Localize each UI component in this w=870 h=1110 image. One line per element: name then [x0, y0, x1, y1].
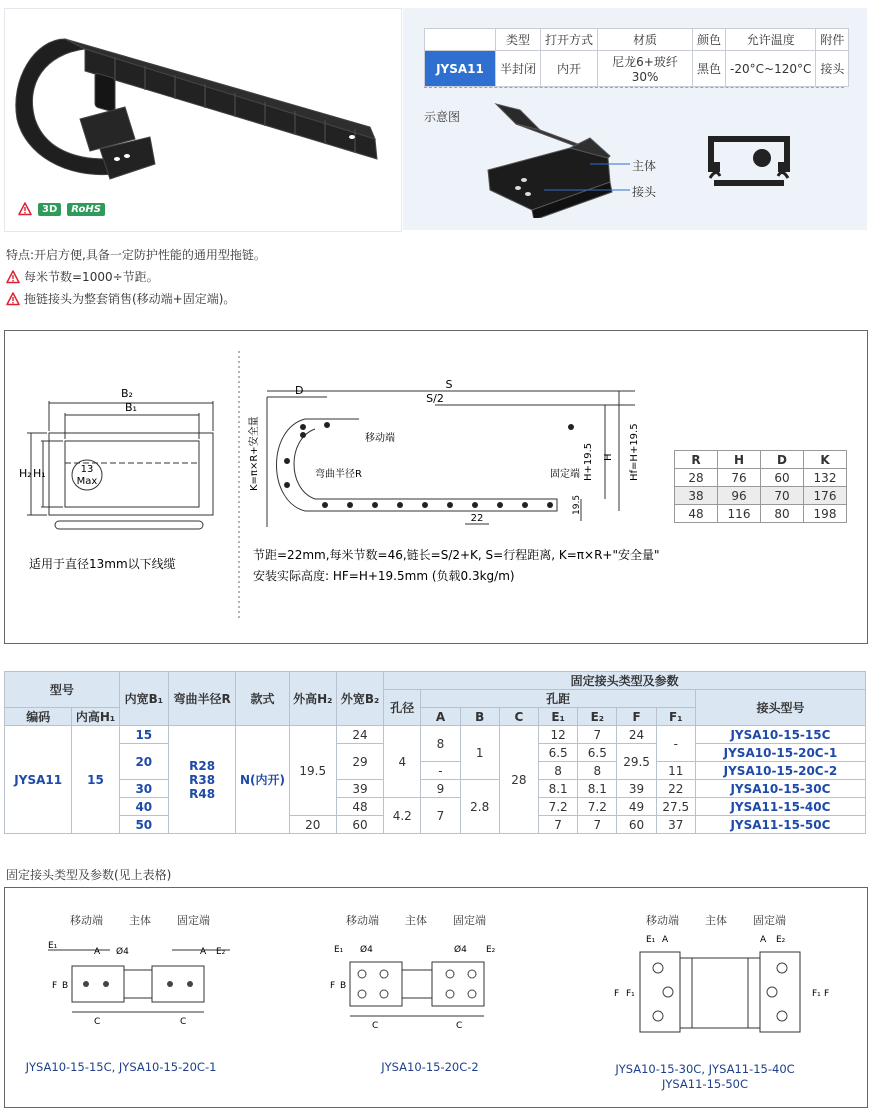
cell-e1: 7 — [539, 816, 578, 834]
th-col-b: B — [460, 708, 499, 726]
cell-joint: JYSA10-15-30C — [695, 780, 865, 798]
label-fixed-end: 固定端 — [177, 914, 210, 927]
dim-c: C — [180, 1017, 187, 1027]
formula-1: 节距=22mm,每米节数=46,链长=S/2+K, S=行程距离, K=π×R+"安全量" — [253, 548, 660, 562]
dim-f: F — [614, 989, 620, 999]
rhdk-cell: 116 — [718, 505, 761, 523]
th-model: 型号 — [5, 672, 120, 708]
dim-s-half: S/2 — [426, 392, 444, 405]
cell-bore: 4 — [384, 726, 421, 798]
dim-phi: Ø4 — [454, 945, 467, 955]
rhdk-cell: 48 — [675, 505, 718, 523]
dim-e1: E₁ — [48, 941, 58, 951]
rhdk-cell: 132 — [804, 469, 847, 487]
spec-cell: 半封闭 — [496, 51, 541, 87]
cell-a: 8 — [421, 726, 460, 762]
dim-b: B — [62, 981, 69, 991]
rohs-badge: RoHS — [67, 203, 105, 216]
drawing2-labels — [346, 912, 486, 928]
cell-joint: JYSA11-15-50C — [695, 816, 865, 834]
drawing2-joint — [320, 940, 520, 1030]
cell-f: 39 — [617, 780, 656, 798]
cell-b2: 39 — [336, 780, 383, 798]
cell-f: 29.5 — [617, 744, 656, 780]
drawing3-labels — [646, 912, 786, 928]
th-col-e1: E₁ — [539, 708, 578, 726]
section-title-fixed-joint: 固定接头类型及参数(见上表格) — [6, 868, 172, 882]
cell-e2: 8.1 — [578, 780, 617, 798]
divider — [424, 87, 844, 88]
dim-h1: H₁ — [33, 467, 46, 480]
cell-f1: - — [656, 726, 695, 762]
th-hole-pitch: 孔距 — [421, 690, 696, 708]
cell-f: 60 — [617, 816, 656, 834]
th-col-a: A — [421, 708, 460, 726]
spec-cell: 内开 — [541, 51, 598, 87]
cell-b: 2.8 — [460, 780, 499, 834]
dim-a: A — [94, 947, 101, 957]
spec-header: 附件 — [816, 29, 849, 51]
note-text: 每米节数=1000÷节距。 — [24, 270, 159, 284]
th-inner-width: 内宽B₁ — [119, 672, 168, 726]
cell-b1: 20 — [119, 744, 168, 780]
cell-outer-h: 19.5 — [289, 726, 336, 816]
spec-cell: 尼龙6+玻纤30% — [598, 51, 693, 87]
dim-h2: H₂ — [19, 467, 32, 480]
spec-cell: 黑色 — [693, 51, 726, 87]
rhdk-cell: 76 — [718, 469, 761, 487]
label-main-body: 主体 — [129, 914, 151, 927]
spec-header: 打开方式 — [541, 29, 598, 51]
cell-e2: 7 — [578, 816, 617, 834]
cell-style: N(内开) — [236, 726, 289, 834]
th-col-e2: E₂ — [578, 708, 617, 726]
rhdk-cell: 28 — [675, 469, 718, 487]
dim-h: H — [603, 453, 614, 461]
cell-e1: 8 — [539, 762, 578, 780]
cell-b2: 29 — [336, 744, 383, 780]
drawing1-labels — [70, 912, 210, 928]
parameter-table — [4, 671, 866, 834]
cell-e1: 8.1 — [539, 780, 578, 798]
cell-f1: 27.5 — [656, 798, 695, 816]
dim-f: F — [52, 981, 58, 991]
cable-note: 适用于直径13mm以下线缆 — [29, 557, 176, 571]
note-text: 拖链接头为整套销售(移动端+固定端)。 — [24, 292, 236, 306]
dim-b: B — [340, 981, 347, 991]
cell-b1: 50 — [119, 816, 168, 834]
notes — [6, 244, 266, 310]
cell-joint: JYSA10-15-20C-1 — [695, 744, 865, 762]
spec-header-code: 编码 — [425, 29, 496, 51]
note-item — [6, 266, 266, 288]
label-main-body: 主体 — [705, 914, 727, 927]
dim-f1: F₁ — [812, 989, 821, 999]
cell-joint: JYSA10-15-20C-2 — [695, 762, 865, 780]
spec-header: 颜色 — [693, 29, 726, 51]
3d-badge: 3D — [38, 203, 61, 216]
drawing1-joint — [40, 940, 240, 1030]
th-joint-model: 接头型号 — [695, 690, 865, 726]
dim-phi: Ø4 — [116, 947, 129, 957]
dim-e2: E₂ — [216, 947, 226, 957]
th-col-f1: F₁ — [656, 708, 695, 726]
spec-header: 材质 — [598, 29, 693, 51]
label-bend-radius: 弯曲半径R — [315, 469, 362, 480]
cell-b2: 60 — [336, 816, 383, 834]
cell-joint: JYSA11-15-40C — [695, 798, 865, 816]
label-moving-end: 移动端 — [70, 914, 103, 927]
spec-cell: -20°C~120°C — [726, 51, 816, 87]
spec-table — [424, 28, 849, 87]
label-moving-end: 移动端 — [365, 433, 395, 444]
drag-chain-image — [5, 9, 401, 231]
th-outer-height: 外高H₂ — [289, 672, 336, 726]
cell-f1: 22 — [656, 780, 695, 798]
th-col-f: F — [617, 708, 656, 726]
dim-s: S — [445, 378, 453, 391]
rhdk-header: H — [718, 451, 761, 469]
label-moving-end: 移动端 — [346, 914, 379, 927]
spec-cell: 接头 — [816, 51, 849, 87]
cell-a: - — [421, 762, 460, 780]
cell-e2: 6.5 — [578, 744, 617, 762]
th-outer-width: 外宽B₂ — [336, 672, 383, 726]
circle-label-max: Max — [76, 476, 98, 487]
warning-icon — [18, 202, 32, 216]
th-col-c: C — [499, 708, 538, 726]
dim-c: C — [372, 1021, 379, 1030]
dim-a: A — [662, 935, 669, 945]
caption-drawing3a: JYSA10-15-30C, JYSA11-15-40C — [615, 1062, 795, 1076]
cell-b2: 24 — [336, 726, 383, 744]
dim-hf: Hf=H+19.5 — [629, 423, 640, 481]
spec-header: 类型 — [496, 29, 541, 51]
dim-e1: E₁ — [646, 935, 656, 945]
dim-k: K=π×R+安全量 — [249, 416, 260, 491]
note-feature: 特点:开启方便,具备一定防护性能的通用型拖链。 — [6, 248, 266, 262]
dim-a: A — [760, 935, 767, 945]
dim-b1: B₁ — [125, 401, 137, 414]
cell-b: 1 — [460, 726, 499, 780]
dim-e1: E₁ — [334, 945, 344, 955]
cell-e2: 8 — [578, 762, 617, 780]
warning-icon — [6, 270, 20, 284]
caption-drawing3b: JYSA11-15-50C — [661, 1077, 749, 1091]
th-inner-height: 内高H₁ — [72, 708, 119, 726]
warning-icon — [6, 292, 20, 306]
cell-radius — [168, 726, 235, 834]
rhdk-header: D — [761, 451, 804, 469]
th-style: 款式 — [236, 672, 289, 726]
cell-inner-height: 15 — [72, 726, 119, 834]
note-item — [6, 288, 266, 310]
formula-2: 安装实际高度: HF=H+19.5mm (负载0.3kg/m) — [253, 569, 515, 583]
dim-c: C — [456, 1021, 463, 1030]
cell-e1: 12 — [539, 726, 578, 744]
rhdk-cell: 96 — [718, 487, 761, 505]
dim-f: F — [330, 981, 336, 991]
cell-code: JYSA11 — [5, 726, 72, 834]
rhdk-header: R — [675, 451, 718, 469]
radius-value: R38 — [189, 772, 216, 787]
cell-e1: 6.5 — [539, 744, 578, 762]
drawing3-joint — [600, 930, 840, 1040]
rhdk-cell: 60 — [761, 469, 804, 487]
spec-header: 允许温度 — [726, 29, 816, 51]
dim-phi: Ø4 — [360, 945, 373, 955]
rhdk-cell: 176 — [804, 487, 847, 505]
dim-a: A — [200, 947, 207, 957]
callout-connector: 接头 — [632, 185, 657, 199]
rhdk-cell: 38 — [675, 487, 718, 505]
cell-b1: 30 — [119, 780, 168, 798]
cell-f: 24 — [617, 726, 656, 744]
rhdk-cell: 80 — [761, 505, 804, 523]
cell-e2: 7 — [578, 726, 617, 744]
cell-joint: JYSA10-15-15C — [695, 726, 865, 744]
dim-e2: E₂ — [776, 935, 786, 945]
cell-bore: 4.2 — [384, 798, 421, 834]
product-image-panel — [4, 8, 402, 232]
dim-e2: E₂ — [486, 945, 496, 955]
label-fixed-end: 固定端 — [453, 914, 486, 927]
dim-d: D — [295, 384, 304, 397]
rhdk-header: K — [804, 451, 847, 469]
cell-f: 49 — [617, 798, 656, 816]
cell-e2: 7.2 — [578, 798, 617, 816]
dim-pitch: 22 — [470, 513, 484, 524]
caption-drawing1: JYSA10-15-15C, JYSA10-15-20C-1 — [25, 1060, 217, 1074]
rhdk-cell: 70 — [761, 487, 804, 505]
cell-outer-h: 20 — [289, 816, 336, 834]
th-bend-radius: 弯曲半径R — [168, 672, 235, 726]
label-fixed-end: 固定端 — [753, 914, 786, 927]
label-moving-end: 移动端 — [646, 914, 679, 927]
cell-e1: 7.2 — [539, 798, 578, 816]
dim-f1: F₁ — [626, 989, 635, 999]
th-bore: 孔径 — [384, 690, 421, 726]
badge-row — [18, 202, 105, 216]
label-fixed-end: 固定端 — [550, 469, 580, 480]
rhdk-table — [674, 450, 847, 523]
callout-main-body: 主体 — [632, 159, 657, 173]
cell-a: 7 — [421, 798, 460, 834]
dim-f: F — [824, 989, 830, 999]
radius-value: R48 — [189, 786, 216, 801]
cell-b1: 40 — [119, 798, 168, 816]
cell-f1: 11 — [656, 762, 695, 780]
schematic-label: 示意图 — [424, 110, 461, 124]
cell-c: 28 — [499, 726, 538, 834]
dim-b2: B₂ — [121, 387, 133, 400]
dim-h-plus: H+19.5 — [583, 442, 594, 481]
circle-label-13: 13 — [80, 464, 94, 475]
schematic-illustration — [480, 98, 840, 218]
caption-drawing2: JYSA10-15-20C-2 — [381, 1060, 479, 1074]
rhdk-cell: 198 — [804, 505, 847, 523]
th-fixed-joint: 固定接头类型及参数 — [384, 672, 866, 690]
cell-a: 9 — [421, 780, 460, 798]
cell-b2: 48 — [336, 798, 383, 816]
th-code: 编码 — [5, 708, 72, 726]
spec-cell-code: JYSA11 — [425, 51, 496, 87]
cell-f1: 37 — [656, 816, 695, 834]
dim-c: C — [94, 1017, 101, 1027]
dim-19-5: 19.5 — [572, 494, 582, 515]
cell-b1: 15 — [119, 726, 168, 744]
radius-value: R28 — [189, 758, 216, 773]
label-main-body: 主体 — [405, 914, 427, 927]
